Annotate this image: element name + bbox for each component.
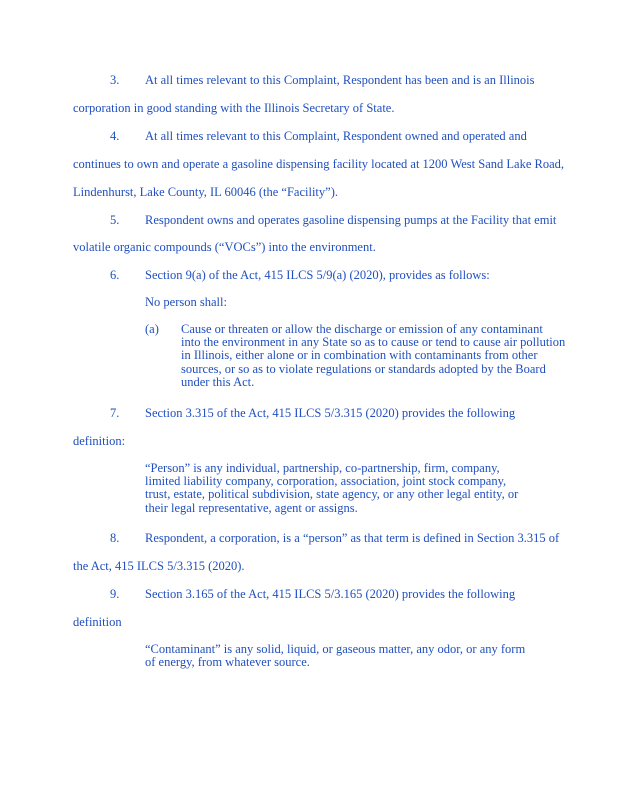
paragraph-number: 6. xyxy=(110,268,120,282)
paragraph-number: 9. xyxy=(110,587,120,601)
quote-line: into the environment in any State so as to cause or tend to cause air pollution xyxy=(181,335,566,350)
quote-line: “Contaminant” is any solid, liquid, or gaseous matter, any odor, or any form xyxy=(145,642,526,656)
paragraph-line: At all times relevant to this Complaint, Respondent has been and is an Illinois xyxy=(145,73,535,87)
lead-in-text: No person shall: xyxy=(145,295,227,309)
paragraph-number: 7. xyxy=(110,406,120,420)
paragraph-line: corporation in good standing with the Illinois Secretary of State. xyxy=(73,101,395,115)
quote-line: trust, estate, political subdivision, state agency, or any other legal entity, or xyxy=(145,487,519,502)
paragraph-line: definition: xyxy=(73,434,126,448)
quote-line: in Illinois, either alone or in combination with contaminants from other xyxy=(181,348,538,363)
paragraph-number: 3. xyxy=(110,73,120,87)
paragraph-line: Lindenhurst, Lake County, IL 60046 (the “Facility”). xyxy=(73,185,338,199)
subsection-label: (a) xyxy=(145,322,159,336)
quote-line: “Person” is any individual, partnership, co-partnership, firm, company, xyxy=(145,461,500,475)
quote-line: Cause or threaten or allow the discharge or emission of any contaminant xyxy=(181,322,543,336)
paragraph-line: Respondent, a corporation, is a “person” as that term is defined in Section 3.315 of xyxy=(145,531,560,545)
quote-line: sources, or so as to violate regulations or standards adopted by the Board xyxy=(181,361,546,376)
paragraph-number: 5. xyxy=(110,213,120,227)
quote-line: under this Act. xyxy=(181,374,255,389)
paragraph-line: Section 9(a) of the Act, 415 ILCS 5/9(a) (2020), provides as follows: xyxy=(145,268,490,282)
quote-line: of energy, from whatever source. xyxy=(145,655,310,670)
paragraph-line: Section 3.315 of the Act, 415 ILCS 5/3.315 (2020) provides the following xyxy=(145,406,516,420)
quoted-definition xyxy=(145,643,525,669)
paragraph-number: 4. xyxy=(110,129,120,143)
paragraph-line: Section 3.165 of the Act, 415 ILCS 5/3.165 (2020) provides the following xyxy=(145,587,516,601)
quoted-provision xyxy=(181,323,565,389)
paragraph-line: volatile organic compounds (“VOCs”) into the environment. xyxy=(73,240,376,254)
paragraph-line: Respondent owns and operates gasoline dispensing pumps at the Facility that emit xyxy=(145,213,557,227)
paragraph-line: At all times relevant to this Complaint, Respondent owned and operated and xyxy=(145,129,527,143)
quoted-definition xyxy=(145,462,518,515)
paragraph-line: definition xyxy=(73,615,122,629)
quote-line: limited liability company, corporation, association, joint stock company, xyxy=(145,474,507,489)
paragraph-number: 8. xyxy=(110,531,120,545)
paragraph-line: continues to own and operate a gasoline dispensing facility located at 1200 West Sand Lake Road, xyxy=(73,157,564,171)
quote-line: their legal representative, agent or assigns. xyxy=(145,500,358,515)
paragraph-line: the Act, 415 ILCS 5/3.315 (2020). xyxy=(73,559,245,573)
